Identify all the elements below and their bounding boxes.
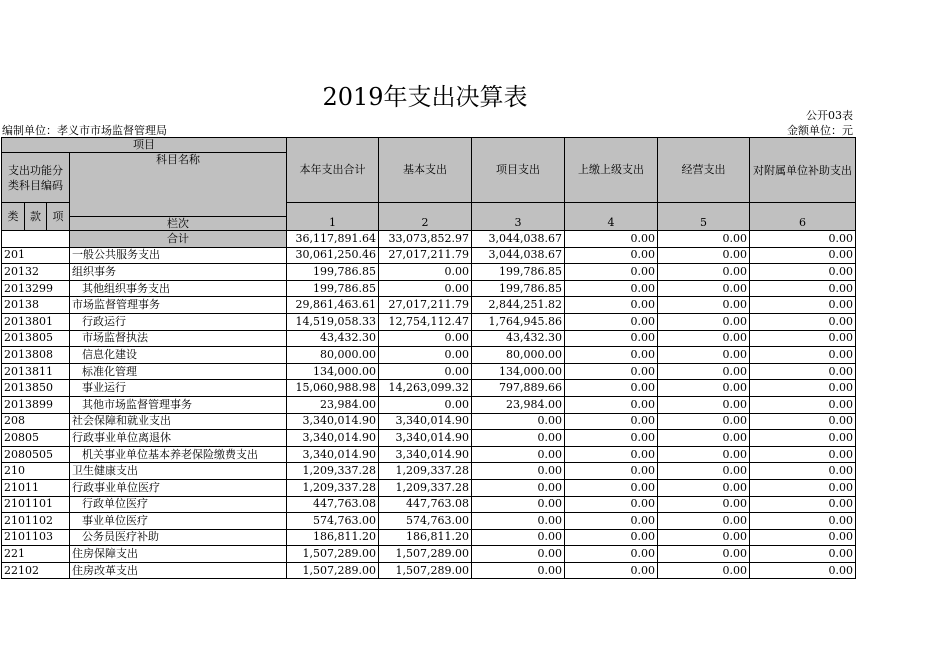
operation-cell: 0.00 (658, 297, 750, 314)
operation-cell: 0.00 (658, 330, 750, 347)
table-row (2, 479, 856, 496)
basic-cell: 1,209,337.28 (379, 479, 472, 496)
basic-header: 基本支出 (379, 138, 472, 203)
remit-cell: 0.00 (565, 313, 658, 330)
table-row (2, 280, 856, 297)
code-cell: 2013805 (2, 330, 70, 347)
subsidy-cell: 0.00 (750, 430, 856, 447)
project-cell: 797,889.66 (472, 380, 565, 397)
total-cell: 1,507,289.00 (287, 546, 379, 563)
operation-cell: 0.00 (658, 413, 750, 430)
remit-cell: 0.00 (565, 247, 658, 264)
subject-name-cell: 组织事务 (70, 264, 287, 281)
table-row (2, 264, 856, 281)
subsidy-header: 对附属单位补助支出 (750, 138, 856, 203)
operation-cell: 0.00 (658, 280, 750, 297)
lanci-header: 栏次 (70, 217, 287, 231)
project-cell: 0.00 (472, 463, 565, 480)
project-cell: 0.00 (472, 513, 565, 530)
subsidy-cell: 0.00 (750, 330, 856, 347)
project-cell: 0.00 (472, 496, 565, 513)
total-cell: 1,209,337.28 (287, 463, 379, 480)
lei-header: 类 (2, 203, 25, 231)
basic-cell: 27,017,211.79 (379, 247, 472, 264)
total-cell: 1,507,289.00 (287, 562, 379, 579)
total-cell: 80,000.00 (287, 347, 379, 364)
table-row (2, 413, 856, 430)
subject-name-cell: 信息化建设 (70, 347, 287, 364)
subject-name-cell: 机关事业单位基本养老保险缴费支出 (70, 446, 287, 463)
total-cell-subsidy: 0.00 (750, 231, 856, 248)
subsidy-cell: 0.00 (750, 280, 856, 297)
total-cell: 3,340,014.90 (287, 413, 379, 430)
total-cell: 186,811.20 (287, 529, 379, 546)
basic-cell: 447,763.08 (379, 496, 472, 513)
operation-cell: 0.00 (658, 264, 750, 281)
project-cell: 80,000.00 (472, 347, 565, 364)
subsidy-cell: 0.00 (750, 479, 856, 496)
subsidy-cell: 0.00 (750, 363, 856, 380)
project-cell: 0.00 (472, 479, 565, 496)
table-row (2, 380, 856, 397)
code-cell: 20805 (2, 430, 70, 447)
code-cell: 2013299 (2, 280, 70, 297)
subject-name-cell: 行政事业单位医疗 (70, 479, 287, 496)
basic-cell: 12,754,112.47 (379, 313, 472, 330)
basic-cell: 1,507,289.00 (379, 546, 472, 563)
remit-cell: 0.00 (565, 413, 658, 430)
subject-name-cell: 标准化管理 (70, 363, 287, 380)
total-cell: 3,340,014.90 (287, 430, 379, 447)
remit-cell: 0.00 (565, 463, 658, 480)
operation-cell: 0.00 (658, 513, 750, 530)
col3-header: 3 (472, 203, 565, 231)
project-cell: 43,432.30 (472, 330, 565, 347)
table-row (2, 396, 856, 413)
project-cell: 2,844,251.82 (472, 297, 565, 314)
operation-cell: 0.00 (658, 430, 750, 447)
table-row (2, 562, 856, 579)
reporting-unit: 编制单位：孝义市市场监督管理局 (2, 124, 167, 137)
remit-cell: 0.00 (565, 396, 658, 413)
operation-cell: 0.00 (658, 363, 750, 380)
table-row (2, 529, 856, 546)
total-cell: 15,060,988.98 (287, 380, 379, 397)
table-row (2, 247, 856, 264)
code-cell: 2013801 (2, 313, 70, 330)
subsidy-cell: 0.00 (750, 247, 856, 264)
total-cell: 447,763.08 (287, 496, 379, 513)
remit-cell: 0.00 (565, 496, 658, 513)
remit-cell: 0.00 (565, 479, 658, 496)
subsidy-cell: 0.00 (750, 562, 856, 579)
project-cell: 0.00 (472, 430, 565, 447)
total-cell-total: 36,117,891.64 (287, 231, 379, 248)
remit-cell: 0.00 (565, 330, 658, 347)
subsidy-cell: 0.00 (750, 496, 856, 513)
total-row (2, 231, 856, 248)
basic-cell: 27,017,211.79 (379, 297, 472, 314)
project-header: 项目 (2, 138, 287, 153)
form-number: 公开03表 (806, 109, 853, 122)
total-cell: 43,432.30 (287, 330, 379, 347)
remit-cell: 0.00 (565, 546, 658, 563)
remit-cell: 0.00 (565, 363, 658, 380)
total-cell-project: 3,044,038.67 (472, 231, 565, 248)
subject-name-cell: 市场监督执法 (70, 330, 287, 347)
page-title: 2019年支出决算表 (322, 83, 528, 111)
remit-cell: 0.00 (565, 347, 658, 364)
project-cell: 1,764,945.86 (472, 313, 565, 330)
total-cell-operation: 0.00 (658, 231, 750, 248)
subject-name-cell: 行政单位医疗 (70, 496, 287, 513)
subject-name-cell: 其他组织事务支出 (70, 280, 287, 297)
subject-name-cell: 公务员医疗补助 (70, 529, 287, 546)
operation-cell: 0.00 (658, 347, 750, 364)
subsidy-cell: 0.00 (750, 347, 856, 364)
remit-header: 上缴上级支出 (565, 138, 658, 203)
total-cell: 14,519,058.33 (287, 313, 379, 330)
subject-name-cell: 社会保障和就业支出 (70, 413, 287, 430)
subsidy-cell: 0.00 (750, 313, 856, 330)
operation-cell: 0.00 (658, 529, 750, 546)
basic-cell: 0.00 (379, 363, 472, 380)
remit-cell: 0.00 (565, 264, 658, 281)
table-row (2, 446, 856, 463)
subsidy-cell: 0.00 (750, 297, 856, 314)
code-cell: 2013850 (2, 380, 70, 397)
operation-header: 经营支出 (658, 138, 750, 203)
basic-cell: 186,811.20 (379, 529, 472, 546)
total-cell: 3,340,014.90 (287, 446, 379, 463)
subject-name-cell: 一般公共服务支出 (70, 247, 287, 264)
subsidy-cell: 0.00 (750, 413, 856, 430)
subsidy-cell: 0.00 (750, 396, 856, 413)
code-cell: 208 (2, 413, 70, 430)
table-row (2, 297, 856, 314)
subsidy-cell: 0.00 (750, 546, 856, 563)
total-label: 合计 (70, 231, 287, 248)
basic-cell: 0.00 (379, 264, 472, 281)
amount-unit: 金额单位：元 (787, 124, 853, 137)
total-header: 本年支出合计 (287, 138, 379, 203)
code-group-header: 支出功能分类科目编码 (2, 153, 70, 203)
code-cell: 2080505 (2, 446, 70, 463)
subject-name-cell: 行政事业单位离退休 (70, 430, 287, 447)
total-cell-remit: 0.00 (565, 231, 658, 248)
code-cell: 22102 (2, 562, 70, 579)
operation-cell: 0.00 (658, 463, 750, 480)
remit-cell: 0.00 (565, 380, 658, 397)
subject-name-header: 科目名称 (70, 153, 287, 217)
operation-cell: 0.00 (658, 446, 750, 463)
subsidy-cell: 0.00 (750, 463, 856, 480)
code-cell: 2013808 (2, 347, 70, 364)
col4-header: 4 (565, 203, 658, 231)
kuan-header: 款 (25, 203, 47, 231)
basic-cell: 3,340,014.90 (379, 446, 472, 463)
operation-cell: 0.00 (658, 247, 750, 264)
table-row (2, 347, 856, 364)
subject-name-cell: 市场监督管理事务 (70, 297, 287, 314)
basic-cell: 3,340,014.90 (379, 413, 472, 430)
operation-cell: 0.00 (658, 546, 750, 563)
table-row (2, 496, 856, 513)
remit-cell: 0.00 (565, 529, 658, 546)
basic-cell: 574,763.00 (379, 513, 472, 530)
operation-cell: 0.00 (658, 313, 750, 330)
subject-name-cell: 行政运行 (70, 313, 287, 330)
basic-cell: 1,507,289.00 (379, 562, 472, 579)
total-cell-basic: 33,073,852.97 (379, 231, 472, 248)
project-exp-header: 项目支出 (472, 138, 565, 203)
remit-cell: 0.00 (565, 280, 658, 297)
remit-cell: 0.00 (565, 562, 658, 579)
subsidy-cell: 0.00 (750, 529, 856, 546)
table-row (2, 363, 856, 380)
operation-cell: 0.00 (658, 562, 750, 579)
project-cell: 0.00 (472, 529, 565, 546)
project-cell: 199,786.85 (472, 264, 565, 281)
operation-cell: 0.00 (658, 479, 750, 496)
project-cell: 23,984.00 (472, 396, 565, 413)
code-cell: 20138 (2, 297, 70, 314)
total-cell: 23,984.00 (287, 396, 379, 413)
subject-name-cell: 事业单位医疗 (70, 513, 287, 530)
operation-cell: 0.00 (658, 380, 750, 397)
operation-cell: 0.00 (658, 496, 750, 513)
subject-name-cell: 其他市场监督管理事务 (70, 396, 287, 413)
subject-name-cell: 住房保障支出 (70, 546, 287, 563)
col5-header: 5 (658, 203, 750, 231)
subsidy-cell: 0.00 (750, 264, 856, 281)
subject-name-cell: 事业运行 (70, 380, 287, 397)
project-cell: 3,044,038.67 (472, 247, 565, 264)
subsidy-cell: 0.00 (750, 380, 856, 397)
basic-cell: 0.00 (379, 347, 472, 364)
project-cell: 0.00 (472, 562, 565, 579)
operation-cell: 0.00 (658, 396, 750, 413)
xiang-header: 项 (47, 203, 70, 231)
subject-name-cell: 卫生健康支出 (70, 463, 287, 480)
code-cell: 201 (2, 247, 70, 264)
project-cell: 134,000.00 (472, 363, 565, 380)
col6-header: 6 (750, 203, 856, 231)
table-row (2, 513, 856, 530)
code-cell: 2013899 (2, 396, 70, 413)
table-row (2, 546, 856, 563)
subject-name-cell: 住房改革支出 (70, 562, 287, 579)
project-cell: 0.00 (472, 446, 565, 463)
table-row (2, 463, 856, 480)
project-cell: 199,786.85 (472, 280, 565, 297)
basic-cell: 14,263,099.32 (379, 380, 472, 397)
table-row (2, 430, 856, 447)
remit-cell: 0.00 (565, 513, 658, 530)
basic-cell: 3,340,014.90 (379, 430, 472, 447)
expenditure-table (1, 137, 856, 579)
code-cell: 221 (2, 546, 70, 563)
code-cell: 2101102 (2, 513, 70, 530)
code-cell: 2101103 (2, 529, 70, 546)
total-cell: 134,000.00 (287, 363, 379, 380)
code-cell: 20132 (2, 264, 70, 281)
remit-cell: 0.00 (565, 297, 658, 314)
code-cell: 2101101 (2, 496, 70, 513)
total-cell: 574,763.00 (287, 513, 379, 530)
project-cell: 0.00 (472, 546, 565, 563)
table-row (2, 330, 856, 347)
basic-cell: 1,209,337.28 (379, 463, 472, 480)
code-cell: 2013811 (2, 363, 70, 380)
subsidy-cell: 0.00 (750, 513, 856, 530)
remit-cell: 0.00 (565, 430, 658, 447)
basic-cell: 0.00 (379, 396, 472, 413)
code-cell: 21011 (2, 479, 70, 496)
subsidy-cell: 0.00 (750, 446, 856, 463)
basic-cell: 0.00 (379, 330, 472, 347)
total-cell: 29,861,463.61 (287, 297, 379, 314)
total-cell: 30,061,250.46 (287, 247, 379, 264)
total-cell: 199,786.85 (287, 280, 379, 297)
col1-header: 1 (287, 203, 379, 231)
remit-cell: 0.00 (565, 446, 658, 463)
col2-header: 2 (379, 203, 472, 231)
total-cell: 1,209,337.28 (287, 479, 379, 496)
project-cell: 0.00 (472, 413, 565, 430)
code-cell: 210 (2, 463, 70, 480)
basic-cell: 0.00 (379, 280, 472, 297)
table-row (2, 313, 856, 330)
total-cell: 199,786.85 (287, 264, 379, 281)
